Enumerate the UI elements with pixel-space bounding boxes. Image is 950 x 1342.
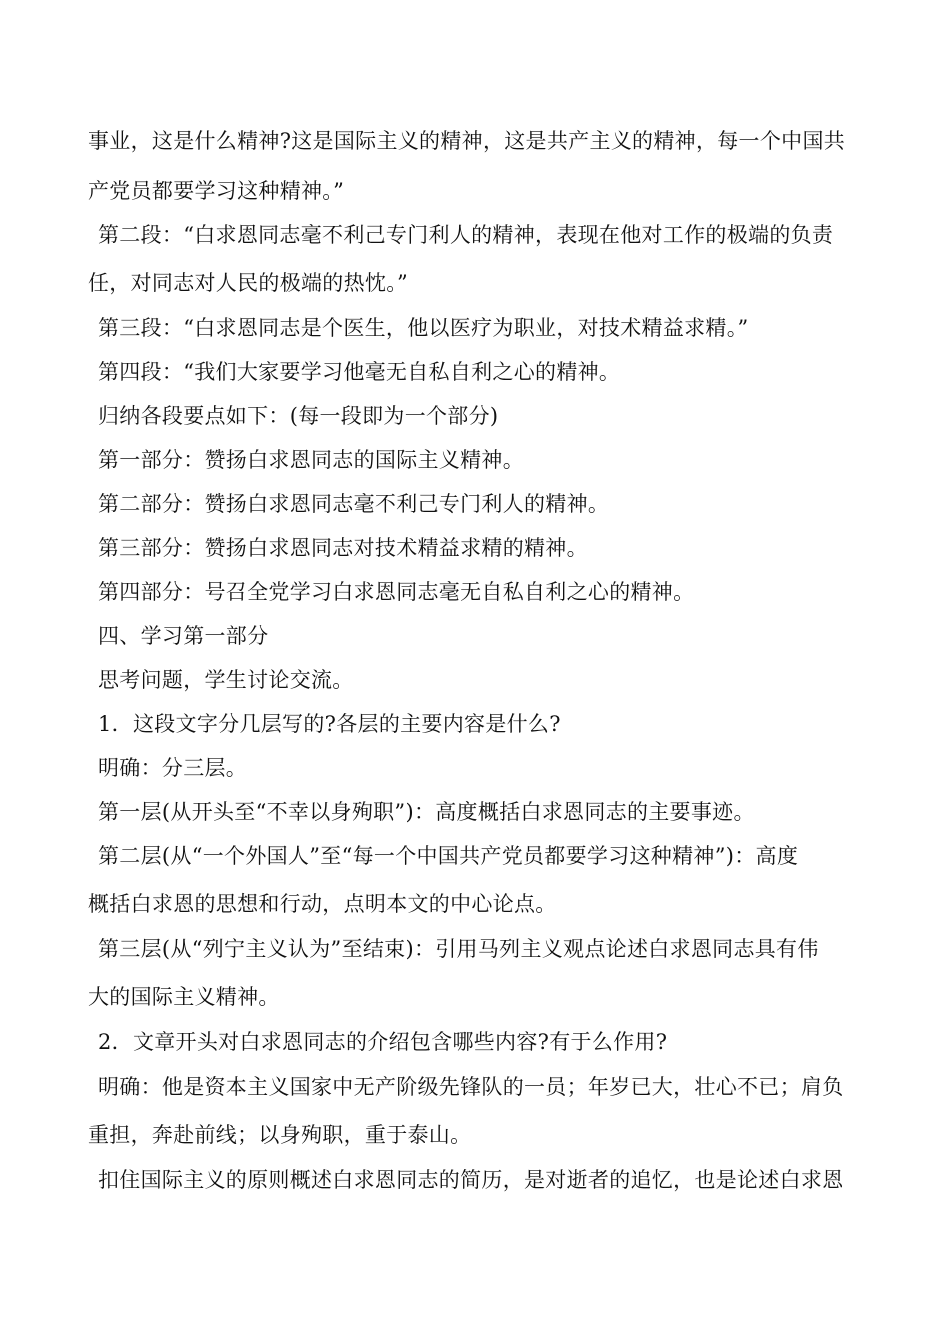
text-line: 第四段：“我们大家要学习他毫无自私自利之心的精神。 xyxy=(98,360,621,384)
text-line: 概括白求恩的思想和行动，点明本文的中心论点。 xyxy=(88,892,557,916)
text-line: 扣住国际主义的原则概述白求恩同志的简历，是对逝者的追忆，也是论述白求恩 xyxy=(98,1168,844,1192)
text-line: 思考问题，学生讨论交流。 xyxy=(98,668,354,692)
text-line: 第三层(从“列宁主义认为”至结束)：引用马列主义观点论述白求恩同志具有伟 xyxy=(98,937,819,961)
text-line: 明确：他是资本主义国家中无产阶级先锋队的一员；年岁已大，壮心不已；肩负 xyxy=(98,1075,844,1099)
text-line: 第一部分：赞扬白求恩同志的国际主义精神。 xyxy=(98,448,524,472)
text-line: 第二段：“白求恩同志毫不利己专门利人的精神，表现在他对工作的极端的负责 xyxy=(98,223,834,247)
text-line: 事业，这是什么精神?这是国际主义的精神，这是共产主义的精神，每一个中国共 xyxy=(88,129,846,153)
text-line: 2．文章开头对白求恩同志的介绍包含哪些内容?有于么作用? xyxy=(98,1030,668,1054)
text-line: 第三段：“白求恩同志是个医生，他以医疗为职业，对技术精益求精。” xyxy=(98,316,749,340)
text-line: 重担，奔赴前线；以身殉职，重于泰山。 xyxy=(88,1123,472,1147)
text-line: 任，对同志对人民的极端的热忱。” xyxy=(88,271,409,295)
text-line: 归纳各段要点如下：(每一段即为一个部分) xyxy=(98,404,499,428)
text-line: 第二部分：赞扬白求恩同志毫不利己专门利人的精神。 xyxy=(98,492,610,516)
text-line: 产党员都要学习这种精神。” xyxy=(88,179,345,203)
text-line: 第一层(从开头至“不幸以身殉职”)：高度概括白求恩同志的主要事迹。 xyxy=(98,800,755,824)
text-line: 第四部分：号召全党学习白求恩同志毫无自私自利之心的精神。 xyxy=(98,580,695,604)
text-line: 1．这段文字分几层写的?各层的主要内容是什么? xyxy=(98,712,561,736)
text-line: 明确：分三层。 xyxy=(98,756,248,780)
text-line: 第二层(从“一个外国人”至“每一个中国共产党员都要学习这种精神”)：高度 xyxy=(98,844,799,868)
text-line: 大的国际主义精神。 xyxy=(88,985,280,1009)
text-line: 四、学习第一部分 xyxy=(98,624,269,648)
text-line: 第三部分：赞扬白求恩同志对技术精益求精的精神。 xyxy=(98,536,588,560)
